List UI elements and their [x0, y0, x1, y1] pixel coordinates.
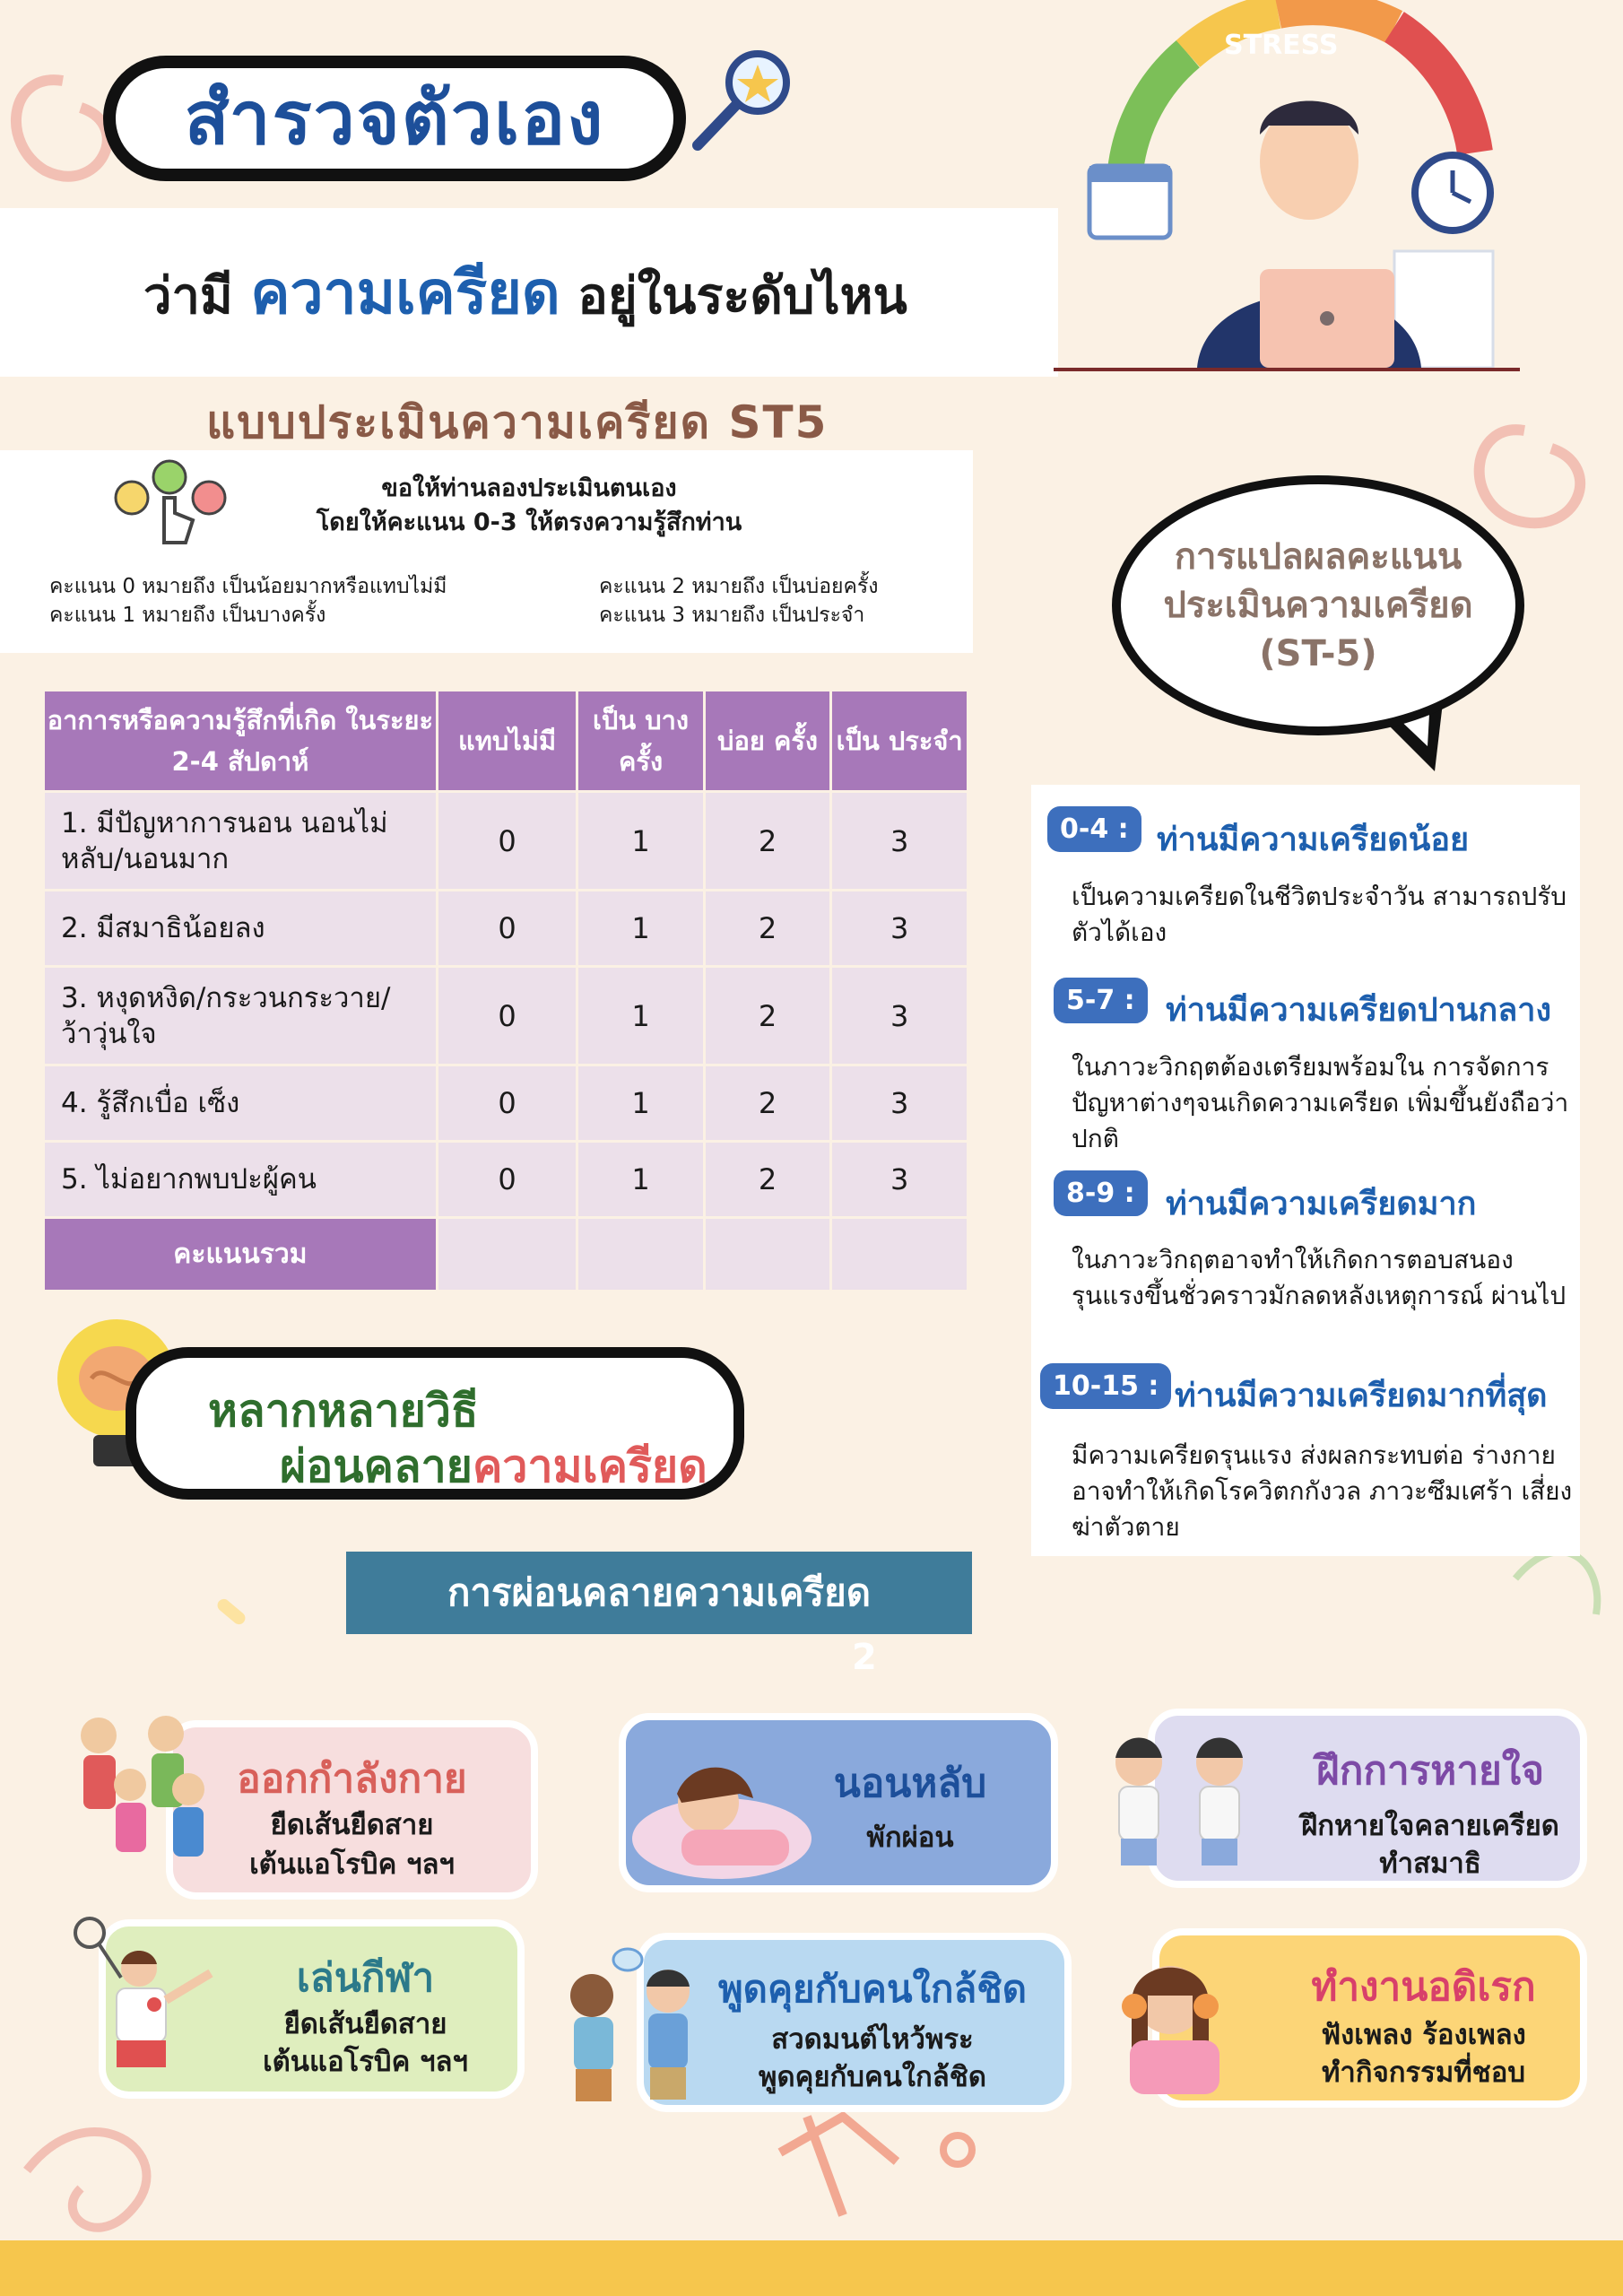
- relax-title-pill: [126, 1347, 744, 1500]
- subtitle-prefix: ว่ามี: [143, 266, 233, 326]
- relax-title-red: ความเครียด: [472, 1440, 707, 1492]
- score-option[interactable]: 0: [437, 792, 577, 891]
- table-row: [44, 1142, 968, 1218]
- range-badge: 8-9 :: [1054, 1170, 1148, 1216]
- relax-banner: การผ่อนคลายความเครียด: [346, 1552, 972, 1634]
- range-badge: 10-15 :: [1040, 1363, 1171, 1409]
- score-option[interactable]: 0: [437, 891, 577, 967]
- stress-illustration: [1054, 0, 1556, 377]
- instruction-line-2: โดยให้คะแนน 0-3 ให้ตรงความรู้สึกท่าน: [316, 509, 742, 536]
- score-option[interactable]: 1: [577, 792, 705, 891]
- card-desc-1: ยืดเส้นยืดสาย: [270, 1809, 434, 1841]
- question-cell: 4. รู้สึกเบื่อ เซ็ง: [44, 1065, 438, 1142]
- column-header-always: เป็น ประจำ: [831, 691, 968, 792]
- score-option[interactable]: 3: [831, 1142, 968, 1218]
- range-title: ท่านมีความเครียดปานกลาง: [1166, 992, 1552, 1029]
- interpretation-bubble: [1112, 475, 1524, 735]
- card-title: เล่นกีฬา: [296, 1955, 435, 2001]
- card-desc-1: ฟังเพลง ร้องเพลง: [1321, 2019, 1526, 2051]
- range-description: เป็นความเครียดในชีวิตประจำวัน สามารถปรับตัวได้เอง: [1072, 882, 1567, 947]
- score-option[interactable]: 3: [831, 891, 968, 967]
- card-desc-2: เต้นแอโรบิค ฯลฯ: [263, 2046, 468, 2078]
- interpretation-panel: [1031, 785, 1580, 1556]
- legend-score-0: คะแนน 0 หมายถึง เป็นน้อยมากหรือแทบไม่มี: [49, 575, 447, 598]
- score-option[interactable]: 1: [577, 891, 705, 967]
- bubble-line-3: (ST-5): [1259, 633, 1377, 674]
- legend-score-2: คะแนน 2 หมายถึง เป็นบ่อยครั้ง: [599, 575, 879, 598]
- assessment-heading: แบบประเมินความเครียด ST5: [206, 396, 829, 448]
- footer-bar: [0, 2240, 1623, 2296]
- card-desc-2: พูดคุยกับคนใกล้ชิด: [759, 2061, 986, 2093]
- range-description: ในภาวะวิกฤตต้องเตรียมพร้อมใน การจัดการปัญหาต่างๆจนเกิดความเครียด เพิ่มขึ้นยังถือว่าปกติ: [1072, 1052, 1569, 1153]
- table-row: [44, 967, 968, 1065]
- total-cell[interactable]: [831, 1218, 968, 1292]
- instruction-box: [0, 450, 973, 653]
- card-title: พูดคุยกับคนใกล้ชิด: [717, 1967, 1028, 2011]
- total-cell[interactable]: [577, 1218, 705, 1292]
- question-cell: 2. มีสมาธิน้อยลง: [44, 891, 438, 967]
- stress-label: STRESS: [1224, 30, 1339, 61]
- score-option[interactable]: 1: [577, 967, 705, 1065]
- total-row: [44, 1218, 968, 1292]
- page-number: 2: [852, 1637, 877, 1678]
- bubble-line-2: ประเมินความเครียด: [1163, 585, 1473, 626]
- score-option[interactable]: 1: [577, 1065, 705, 1142]
- page-title: สำรวจตัวเอง: [184, 76, 605, 161]
- table-row: [44, 891, 968, 967]
- card-exercise[interactable]: [166, 1720, 538, 1900]
- card-desc-1: ฝึกหายใจคลายเครียด: [1301, 1810, 1559, 1842]
- column-header-symptom: อาการหรือความรู้สึกที่เกิด ในระยะ 2-4 สัปดาห์: [44, 691, 438, 792]
- instruction-line-1: ขอให้ท่านลองประเมินตนเอง: [381, 474, 677, 502]
- range-description: ในภาวะวิกฤตอาจทำให้เกิดการตอบสนอง รุนแรงขึ้นชั่วคราวมักลดหลังเหตุการณ์ ผ่านไป: [1072, 1245, 1567, 1310]
- title-pill: [103, 56, 686, 181]
- breathing-girls-icon: [1094, 1722, 1273, 1883]
- subtitle-suffix: อยู่ในระดับไหน: [577, 266, 907, 326]
- score-option[interactable]: 3: [831, 792, 968, 891]
- card-desc-1: ยืดเส้นยืดสาย: [283, 2008, 447, 2040]
- table-header-row: [44, 691, 968, 792]
- score-option[interactable]: 0: [437, 1142, 577, 1218]
- score-option[interactable]: 3: [831, 1065, 968, 1142]
- sleeping-woman-icon: [628, 1740, 816, 1883]
- magnifier-icon: [681, 45, 798, 161]
- card-desc-2: ทำสมาธิ: [1379, 1848, 1481, 1880]
- score-option[interactable]: 2: [704, 1065, 831, 1142]
- card-desc-2: ทำกิจกรรมที่ชอบ: [1321, 2057, 1526, 2089]
- relax-title-line-2: [280, 1431, 707, 1502]
- subtitle-band: [0, 208, 1058, 377]
- legend-score-1: คะแนน 1 หมายถึง เป็นบางครั้ง: [49, 604, 326, 627]
- card-desc-1: พักผ่อน: [866, 1822, 954, 1854]
- range-badge: 0-4 :: [1047, 806, 1141, 852]
- table-row: [44, 1065, 968, 1142]
- exercise-people-icon: [58, 1709, 211, 1879]
- score-option[interactable]: 3: [831, 967, 968, 1065]
- emoji-hand-icon: [112, 457, 229, 556]
- score-option[interactable]: 1: [577, 1142, 705, 1218]
- subtitle-highlight: ความเครียด: [250, 257, 560, 327]
- talking-people-icon: [547, 1942, 726, 2112]
- range-title: ท่านมีความเครียดมาก: [1166, 1186, 1477, 1222]
- score-option[interactable]: 2: [704, 891, 831, 967]
- headphones-girl-icon: [1094, 1942, 1255, 2103]
- total-cell[interactable]: [704, 1218, 831, 1292]
- card-desc-1: สวดมนต์ไหว้พระ: [771, 2023, 974, 2056]
- range-description: มีความเครียดรุนแรง ส่งผลกระทบต่อ ร่างกายอาจทำให้เกิดโรควิตกกังวล ภาวะซึมเศร้า เสี่ยงฆ่าตัวตาย: [1072, 1440, 1573, 1542]
- card-title: นอนหลับ: [833, 1761, 987, 1806]
- score-option[interactable]: 0: [437, 1065, 577, 1142]
- question-cell: 1. มีปัญหาการนอน นอนไม่หลับ/นอนมาก: [44, 792, 438, 891]
- column-header-rarely: แทบไม่มี: [437, 691, 577, 792]
- column-header-often: บ่อย ครั้ง: [704, 691, 831, 792]
- question-cell: 5. ไม่อยากพบปะผู้คน: [44, 1142, 438, 1218]
- bubble-line-1: การแปลผลคะแนน: [1174, 536, 1462, 578]
- relax-title-green: ผ่อนคลาย: [280, 1440, 473, 1492]
- relax-title-line-1: หลากหลายวิธี: [208, 1385, 479, 1437]
- score-option[interactable]: 0: [437, 967, 577, 1065]
- card-title: ทำงานอดิเรก: [1311, 1964, 1536, 2010]
- score-option[interactable]: 2: [704, 967, 831, 1065]
- question-cell: 3. หงุดหงิด/กระวนกระวาย/ ว้าวุ่นใจ: [44, 967, 438, 1065]
- legend-score-3: คะแนน 3 หมายถึง เป็นประจำ: [599, 604, 865, 627]
- total-label: คะแนนรวม: [44, 1218, 438, 1292]
- table-row: [44, 792, 968, 891]
- range-badge: 5-7 :: [1054, 978, 1148, 1023]
- range-title: ท่านมีความเครียดน้อย: [1157, 822, 1470, 858]
- range-title: ท่านมีความเครียดมากที่สุด: [1175, 1378, 1548, 1414]
- badminton-player-icon: [54, 1915, 215, 2094]
- card-title: ฝึกการหายใจ: [1315, 1748, 1545, 1794]
- score-option[interactable]: 2: [704, 1142, 831, 1218]
- total-cell[interactable]: [437, 1218, 577, 1292]
- subtitle: [143, 246, 907, 340]
- st5-table: [42, 689, 969, 1292]
- score-option[interactable]: 2: [704, 792, 831, 891]
- card-title: ออกกำลังกาย: [237, 1756, 467, 1802]
- card-desc-2: เต้นแอโรบิค ฯลฯ: [249, 1848, 455, 1881]
- column-header-sometimes: เป็น บางครั้ง: [577, 691, 705, 792]
